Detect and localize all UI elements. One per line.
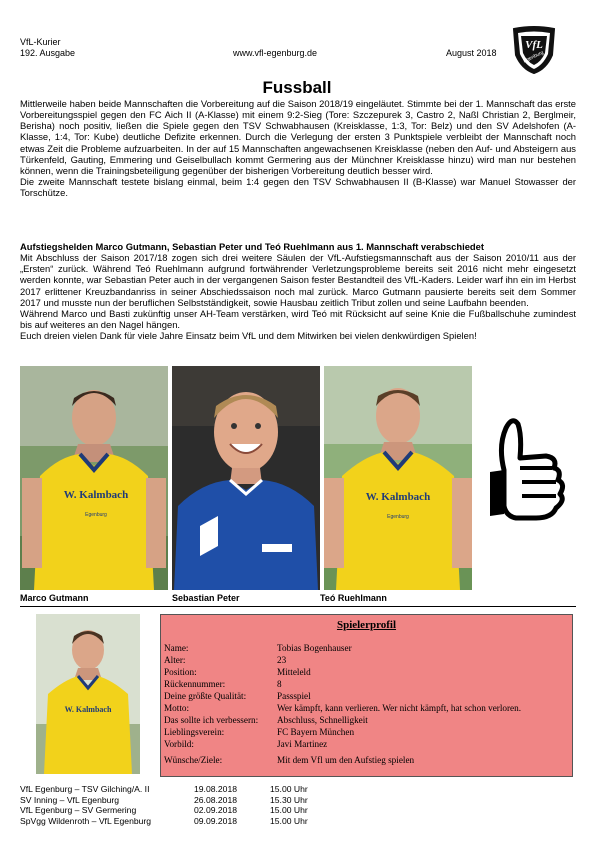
profile-label: Das sollte ich verbessern: xyxy=(164,715,259,725)
profile-label: Motto: xyxy=(164,703,190,713)
profile-label: Rückennummer: xyxy=(164,679,226,689)
profile-label: Name: xyxy=(164,643,189,653)
profile-value: Abschluss, Schnelligkeit xyxy=(277,715,368,725)
profile-label: Wünsche/Ziele: xyxy=(164,755,223,765)
fixture-teams: SpVgg Wildenroth – VfL Egenburg xyxy=(20,815,152,826)
fixture-row xyxy=(20,795,350,806)
profile-value: Mit dem Vfl um den Aufstieg spielen xyxy=(277,755,415,765)
fixture-time: 15.00 Uhr xyxy=(270,784,308,794)
profile-value: Mitteleld xyxy=(277,667,311,677)
paragraph-2: Die zweite Mannschaft testete bislang einmal, beim 1:4 gegen den TSV Schwabhausen II (B-Klasse) war Manuel Stowasser der Torschütze. xyxy=(20,176,576,199)
fixture-date: 09.09.2018 xyxy=(194,815,238,826)
profile-title: Spielerprofil xyxy=(336,619,397,631)
profile-value: 23 xyxy=(277,655,287,665)
fixture-time: 15.00 Uhr xyxy=(270,815,308,826)
caption-marco-gutmann: Marco Gutmann xyxy=(20,593,89,603)
fixtures-list xyxy=(20,784,350,832)
article-body-part2 xyxy=(20,241,576,341)
profile-label: Lieblingsverein: xyxy=(164,727,225,737)
svg-text:VfL: VfL xyxy=(525,39,543,51)
fixture-time: 15.30 Uhr xyxy=(270,794,308,805)
publication-name: VfL-Kurier xyxy=(20,37,61,47)
fixture-date: 26.08.2018 xyxy=(194,794,238,805)
fixture-date: 19.08.2018 xyxy=(194,784,238,794)
profile-label: Deine größte Qualität: xyxy=(164,691,247,701)
fixture-time: 15.00 Uhr xyxy=(270,805,308,815)
photo-marco-gutmann xyxy=(20,366,168,590)
profile-label: Vorbild: xyxy=(164,739,194,749)
paragraph-3: Mit Abschluss der Saison 2017/18 zogen sich drei weitere Säulen der VfL-Aufstiegsmannschaft aus der Saison 2010/11 aus der „Ersten“ zurück. Während Teó Ruehlmann aufgrund fortwährender Verletzungsprobleme bereits seit 2016 nicht mehr eingesetzt werden konnte, war Sebastian Peter auch in der vergangenen Saison fester Bestandteil des VfL-Kaders. Leider warf ihn ein im Herbst 2017 erlittener Kreuzbandanriss in seiner Abschiedssaison noch mal zurück. Marco Gutmann pausierte bereits seit dem Sommer 2017 und musste nun der beruflichen Selbstständigkeit, sowie Hausbau zeitlich Tribut zollen und seine Laufbahn beenden. xyxy=(20,252,576,308)
paragraph-4: Während Marco und Basti zukünftig unser AH-Team verstärken, wird Teó mit Rücksicht auf seine Knie die Fußballschuhe zumindest bis auf weiteres an den Nagel hängen. xyxy=(20,307,576,331)
profile-value: Passspiel xyxy=(277,691,311,701)
fixture-row xyxy=(20,816,350,827)
photo-teo-ruehlmann xyxy=(324,366,472,590)
section-divider xyxy=(20,606,576,607)
fixture-row xyxy=(20,784,350,795)
paragraph-1: Mittlerweile haben beide Mannschaften die Vorbereitung auf die Saison 2018/19 eingeläutet. Stimmte bei der 1. Mannschaft das erste Vorbereitungsspiel gegen den FC Aich II (A-Klasse) mit einem 9:2-Sieg (Tore: Szczepurek 3, Castro 2, Naßl Christian 2, Berglmeir, Berisha) noch positiv, ließen die Spiele gegen den TSV Schwabhausen (Kreisklasse, 1:3, Tor: Belz) und den SV Adelshofen (A-Klasse, 1:4, Tor: Kube) deutliche Defizite erkennen. Durch die Verlegung der ersten 3 Punktspiele verbleibt der Mannschaft noch etwas Zeit die Probleme aufzuarbeiten. In der auf 15 Mannschaften angewachsenen Kreisklasse (neben den Auf- und Absteigern aus Türkenfeld, Gauting, Emmering und Geiselbullach kommt Germering aus der Münchner Kreisklasse hinzu) wird man nur bestehen können, wenn die Trainingsbeteiligung gegenüber der bisherigen Vorbereitung deutlich besser wird. xyxy=(20,98,576,176)
profile-value: FC Bayern München xyxy=(277,727,355,737)
svg-text:Egenburg: Egenburg xyxy=(85,512,107,518)
fixture-teams: VfL Egenburg – SV Germering xyxy=(20,805,137,815)
caption-sebastian-peter: Sebastian Peter xyxy=(172,593,240,603)
svg-text:W. Kalmbach: W. Kalmbach xyxy=(63,489,129,501)
svg-text:Egenburg: Egenburg xyxy=(387,514,409,520)
player-profile-box xyxy=(160,614,573,777)
profile-label: Alter: xyxy=(164,655,186,665)
photo-profile-player xyxy=(36,614,140,774)
profile-label: Position: xyxy=(164,667,197,677)
profile-value: Tobias Bogenhauser xyxy=(277,643,352,653)
fixture-date: 02.09.2018 xyxy=(194,805,238,815)
fixture-teams: VfL Egenburg – TSV Gilching/A. II xyxy=(20,784,150,794)
article-body-part1 xyxy=(20,98,576,198)
photo-sebastian-peter xyxy=(172,366,320,590)
fixture-row xyxy=(20,805,350,816)
profile-value: Wer kämpft, kann verlieren. Wer nicht kämpft, hat schon verloren. xyxy=(277,703,522,713)
fixture-teams: SV Inning – VfL Egenburg xyxy=(20,794,120,805)
club-logo xyxy=(510,25,558,75)
thumbs-up-icon xyxy=(476,406,576,544)
svg-text:Egenburg: Egenburg xyxy=(522,49,545,65)
article-subheading: Aufstiegshelden Marco Gutmann, Sebastian Peter und Teó Ruehlmann aus 1. Mannschaft verabschiedet xyxy=(20,241,484,252)
caption-teo-ruehlmann: Teó Ruehlmann xyxy=(320,593,387,603)
profile-value: 8 xyxy=(277,679,282,689)
issue-date: August 2018 xyxy=(446,48,497,58)
svg-text:W. Kalmbach: W. Kalmbach xyxy=(64,705,112,714)
svg-text:W. Kalmbach: W. Kalmbach xyxy=(365,491,431,503)
profile-value: Javi Martinez xyxy=(277,739,328,749)
issue-number: 192. Ausgabe xyxy=(20,48,76,58)
website-url[interactable]: www.vfl-egenburg.de xyxy=(233,48,318,58)
article-title: Fussball xyxy=(262,78,332,97)
paragraph-5: Euch dreien vielen Dank für viele Jahre Einsatz beim VfL und dem Mitwirken bei vielen denkwürdigen Spielen! xyxy=(20,330,477,342)
